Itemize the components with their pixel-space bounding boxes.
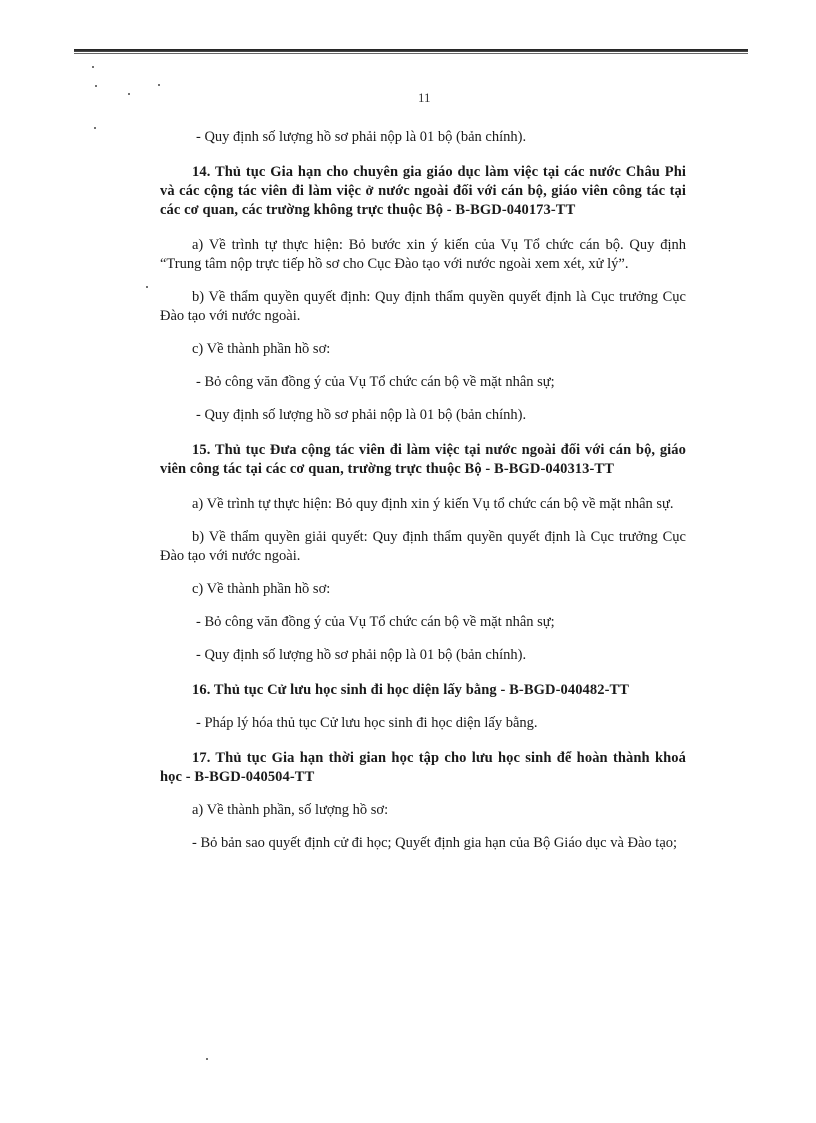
top-rule	[74, 49, 748, 52]
scan-speck	[158, 84, 160, 86]
section-14-item-c-bullet-1: - Bỏ công văn đồng ý của Vụ Tổ chức cán bộ về mặt nhân sự;	[196, 374, 555, 390]
section-15-item-c-bullet-2: - Quy định số lượng hồ sơ phải nộp là 01 bộ (bản chính).	[196, 647, 527, 663]
document-body	[160, 128, 686, 853]
section-14-item-b: b) Về thẩm quyền quyết định: Quy định thẩm quyền quyết định là Cục trưởng Cục Đào tạo với nước ngoài.	[160, 289, 686, 324]
section-14-item-c: c) Về thành phần hồ sơ:	[192, 341, 331, 357]
scan-speck	[146, 286, 148, 288]
section-14-item-c-bullet-2: - Quy định số lượng hồ sơ phải nộp là 01 bộ (bản chính).	[196, 407, 527, 423]
section-15-item-a: a) Về trình tự thực hiện: Bỏ quy định xin ý kiến Vụ tổ chức cán bộ về mặt nhân sự.	[192, 496, 674, 512]
section-15-item-b: b) Về thẩm quyền giải quyết: Quy định thẩm quyền quyết định là Cục trưởng Cục Đào tạo với nước ngoài.	[160, 529, 686, 564]
section-heading-16: 16. Thủ tục Cử lưu học sinh đi học diện lấy bằng - B-BGD-040482-TT	[192, 682, 630, 698]
scan-speck	[95, 85, 97, 87]
section-17-item-a-bullet-1: - Bỏ bản sao quyết định cử đi học; Quyết định gia hạn của Bộ Giáo dục và Đào tạo;	[192, 835, 678, 851]
section-heading-15: 15. Thủ tục Đưa cộng tác viên đi làm việc tại nước ngoài đối với cán bộ, giáo viên công tác tại các cơ quan, trường trực thuộc Bộ - B-BGD-040313-TT	[160, 442, 686, 477]
section-14-item-a: a) Về trình tự thực hiện: Bỏ bước xin ý kiến của Vụ Tổ chức cán bộ. Quy định “Trung tâm nộp trực tiếp hồ sơ cho Cục Đào tạo với nước ngoài xem xét, xử lý”.	[160, 237, 686, 272]
section-heading-17: 17. Thủ tục Gia hạn thời gian học tập cho lưu học sinh để hoàn thành khoá học - B-BGD-040504-TT	[160, 750, 686, 785]
section-17-item-a: a) Về thành phần, số lượng hồ sơ:	[192, 802, 389, 818]
section-15-item-c: c) Về thành phần hồ sơ:	[192, 581, 331, 597]
scan-speck	[92, 66, 94, 68]
requirement-line: - Quy định số lượng hồ sơ phải nộp là 01 bộ (bản chính).	[196, 129, 527, 145]
section-15-item-c-bullet-1: - Bỏ công văn đồng ý của Vụ Tổ chức cán bộ về mặt nhân sự;	[196, 614, 555, 630]
page-number: 11	[418, 90, 431, 105]
scan-speck	[206, 1058, 208, 1060]
section-16-bullet: - Pháp lý hóa thủ tục Cử lưu học sinh đi học diện lấy bằng.	[196, 715, 538, 731]
section-heading-14: 14. Thủ tục Gia hạn cho chuyên gia giáo dục làm việc tại các nước Châu Phi và các cộng tác viên đi làm việc ở nước ngoài đối với cán bộ, giáo viên công tác tại các cơ quan, các trường không trực thuộc Bộ - B-BGD-040173-TT	[160, 164, 686, 218]
scan-speck	[128, 93, 130, 95]
top-rule-thin	[74, 53, 748, 54]
scan-speck	[94, 127, 96, 129]
